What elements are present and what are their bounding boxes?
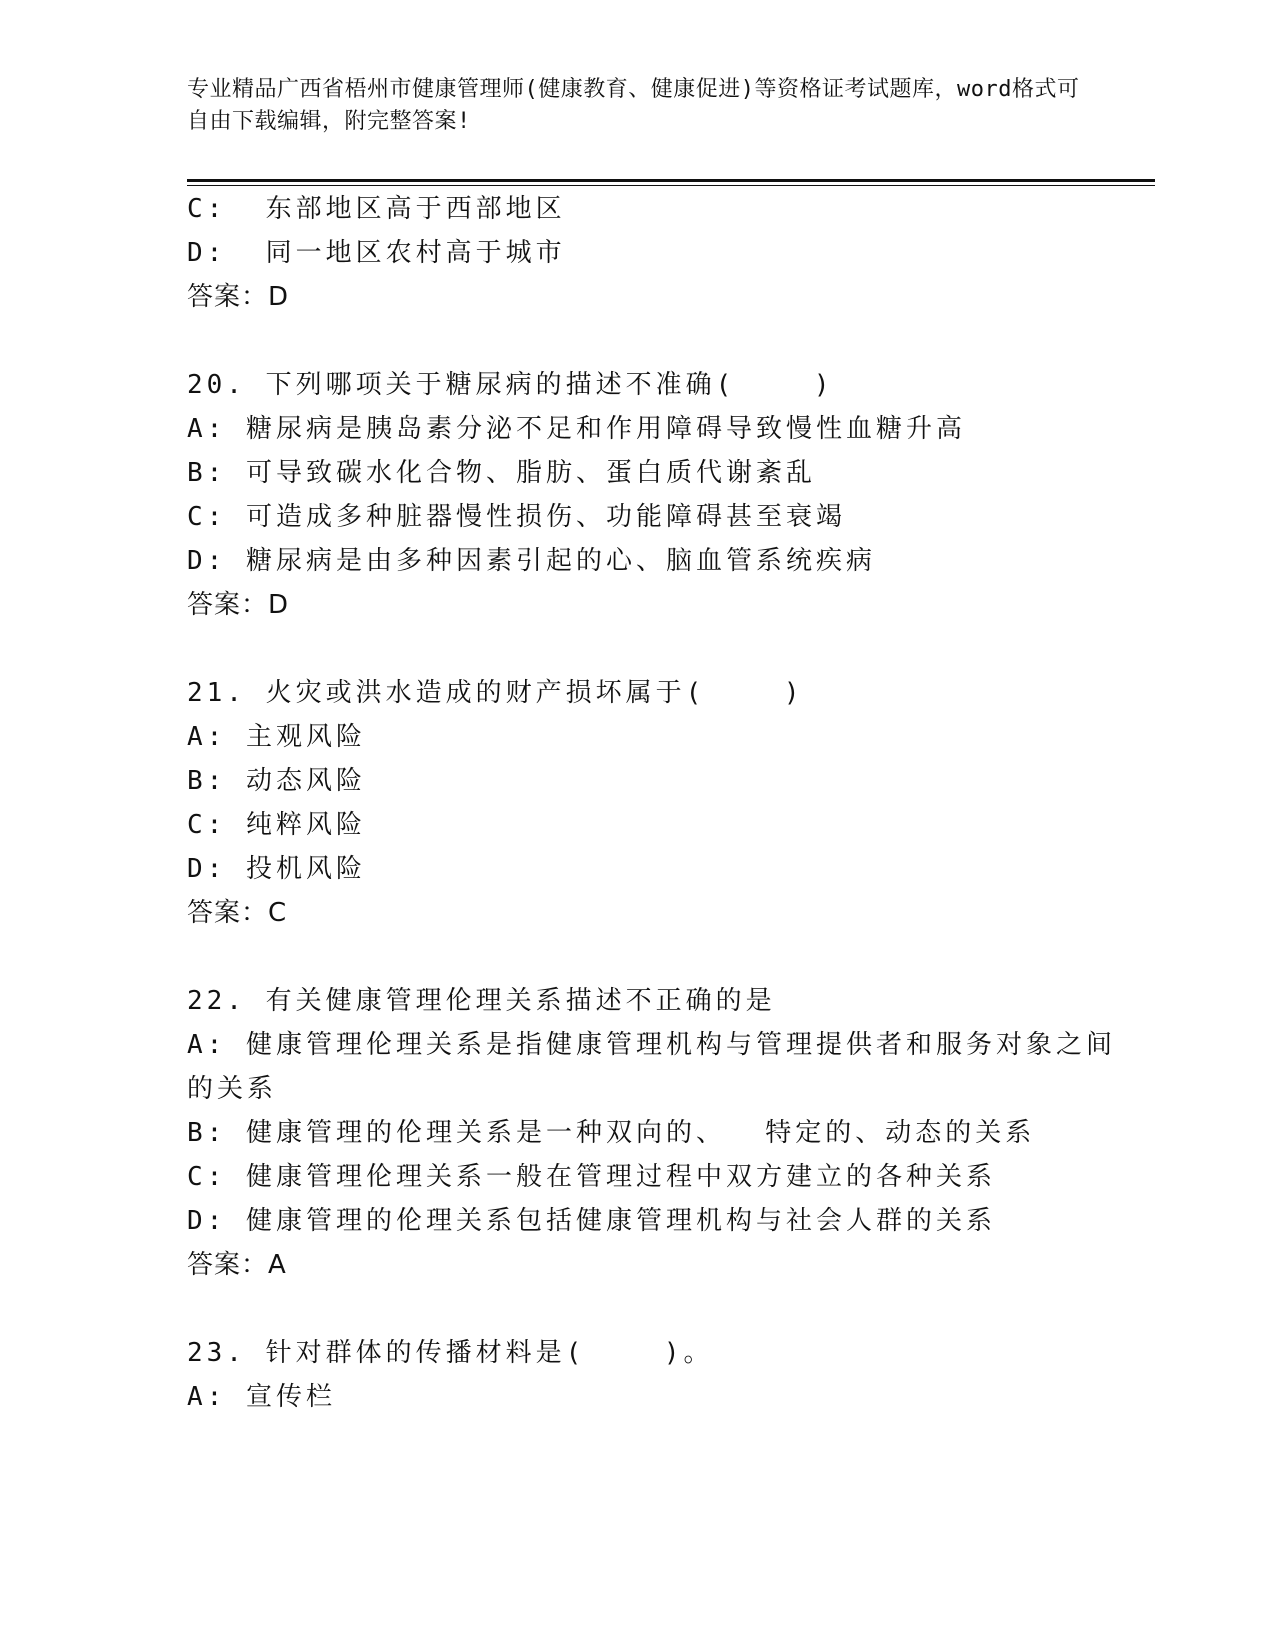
- option-a-continued: 的关系: [187, 1074, 278, 1104]
- header-divider-thin: [187, 185, 1155, 186]
- option-c: C: 健康管理伦理关系一般在管理过程中双方建立的各种关系: [187, 1162, 996, 1192]
- option-a: A: 健康管理伦理关系是指健康管理机构与管理提供者和服务对象之间: [187, 1030, 1116, 1060]
- option-d: D: 健康管理的伦理关系包括健康管理机构与社会人群的关系: [187, 1206, 996, 1236]
- answer-line: 答案：D: [187, 590, 290, 620]
- document-header: 专业精品广西省梧州市健康管理师(健康教育、健康促进)等资格证考试题库，word格式可自由下载编辑，附完整答案!: [187, 77, 1080, 134]
- option-b: B: 可导致碳水化合物、脂肪、蛋白质代谢紊乱: [187, 458, 816, 488]
- option-c: C: 纯粹风险: [187, 810, 366, 840]
- option-b: B: 健康管理的伦理关系是一种双向的、 特定的、动态的关系: [187, 1118, 1036, 1148]
- option-c: C: 东部地区高于西部地区: [187, 194, 566, 224]
- question-stem: 22. 有关健康管理伦理关系描述不正确的是: [187, 986, 776, 1016]
- option-c: C: 可造成多种脏器慢性损伤、功能障碍甚至衰竭: [187, 502, 846, 532]
- option-d: D: 糖尿病是由多种因素引起的心、脑血管系统疾病: [187, 546, 876, 576]
- option-a: A: 糖尿病是胰岛素分泌不足和作用障碍导致慢性血糖升高: [187, 414, 966, 444]
- question-stem: 23. 针对群体的传播材料是( )。: [187, 1338, 714, 1368]
- answer-line: 答案：A: [187, 1250, 287, 1280]
- option-d: D: 投机风险: [187, 854, 366, 884]
- question-stem: 21. 火灾或洪水造成的财产损坏属于( ): [187, 678, 804, 708]
- option-a: A: 主观风险: [187, 722, 366, 752]
- option-b: B: 动态风险: [187, 766, 366, 796]
- answer-line: 答案：D: [187, 282, 290, 312]
- option-d: D: 同一地区农村高于城市: [187, 238, 566, 268]
- option-a: A: 宣传栏: [187, 1382, 336, 1412]
- question-stem: 20. 下列哪项关于糖尿病的描述不准确( ): [187, 370, 834, 400]
- header-divider-thick: [187, 179, 1155, 182]
- answer-line: 答案：C: [187, 898, 288, 928]
